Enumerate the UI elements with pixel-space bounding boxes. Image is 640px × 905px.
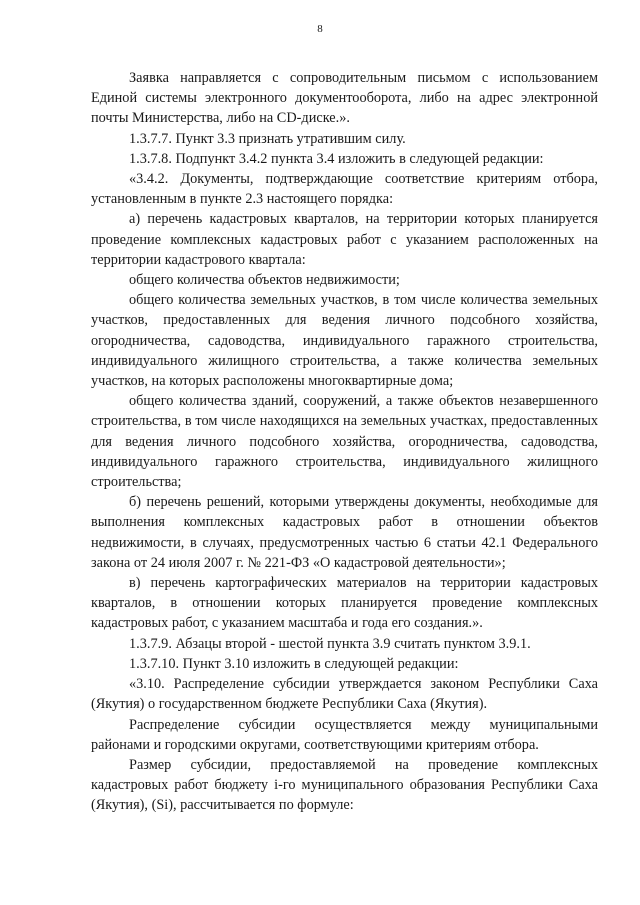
paragraph: общего количества объектов недвижимости; bbox=[129, 272, 400, 289]
paragraph: «3.10. Распределение субсидии утверждается законом Республики Саха (Якутия) о государственном бюджете Республики Саха (Якутия). bbox=[91, 676, 598, 713]
document-body bbox=[91, 68, 598, 816]
paragraph: Распределение субсидии осуществляется между муниципальными районами и городскими округами, соответствующими критериям отбора. bbox=[91, 716, 598, 753]
paragraph: общего количества зданий, сооружений, а также объектов незавершенного строительства, в том числе находящихся на земельных участках, предоставленных для ведения личного подсобного хозяйства, огородничества, садоводства, индивидуального гаражного строительства, индивидуального жилищного строительства; bbox=[91, 393, 598, 491]
paragraph: а) перечень кадастровых кварталов, на территории которых планируется проведение комплексных кадастровых работ с указанием расположенных на территории кадастрового квартала: bbox=[91, 211, 598, 268]
paragraph: 1.3.7.10. Пункт 3.10 изложить в следующей редакции: bbox=[129, 655, 459, 672]
paragraph: б) перечень решений, которыми утверждены документы, необходимые для выполнения комплексных кадастровых работ в отношении объектов недвижимости, в случаях, предусмотренных частью 6 статьи 42.1 Федерального закона от 24 июля 2007 г. № 221-ФЗ «О кадастровой деятельности»; bbox=[91, 494, 598, 571]
paragraph: Размер субсидии, предоставляемой на проведение комплексных кадастровых работ бюджету i-го муниципального образования Республики Саха (Якутия), (Si), рассчитывается по формуле: bbox=[91, 756, 598, 814]
paragraph: 1.3.7.9. Абзацы второй - шестой пункта 3.9 считать пунктом 3.9.1. bbox=[129, 635, 531, 652]
paragraph: общего количества земельных участков, в том числе количества земельных участков, предоставленных для ведения личного подсобного хозяйства, огородничества, садоводства, индивидуального гаражного строительства, индивидуального жилищного строительства, а также количества земельных участков, на которых расположены многоквартирные дома; bbox=[91, 292, 598, 390]
page-number: 8 bbox=[317, 23, 323, 35]
paragraph: Заявка направляется с сопроводительным письмом с использованием Единой системы электронного документооборота, либо на адрес электронной почты Министерства, либо на CD-диске.». bbox=[91, 70, 598, 127]
paragraph: 1.3.7.7. Пункт 3.3 признать утратившим силу. bbox=[129, 130, 406, 147]
paragraph: «3.4.2. Документы, подтверждающие соответствие критериям отбора, установленным в пункте 2.3 настоящего порядка: bbox=[91, 171, 598, 208]
paragraph: 1.3.7.8. Подпункт 3.4.2 пункта 3.4 изложить в следующей редакции: bbox=[129, 150, 544, 167]
paragraph: в) перечень картографических материалов на территории кадастровых кварталов, в отношении которых планируется проведение комплексных кадастровых работ, с указанием масштаба и года его создания.». bbox=[91, 575, 598, 632]
